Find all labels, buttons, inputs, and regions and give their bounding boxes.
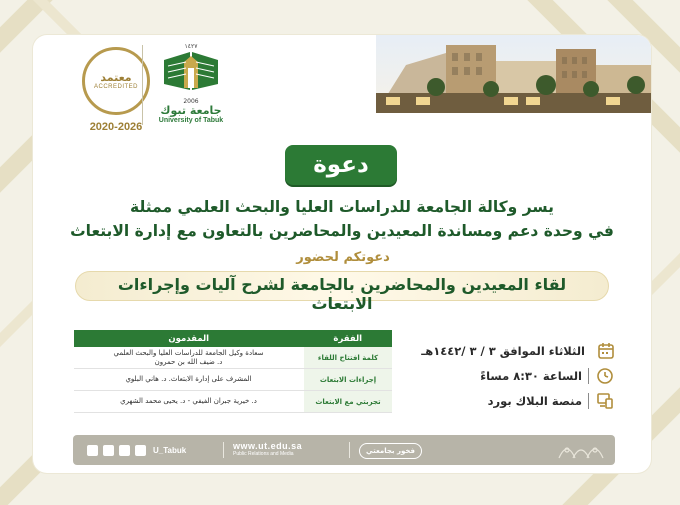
event-time: الساعة ٨:٣٠ مساءً [480, 369, 582, 383]
program-table [74, 330, 392, 413]
time-row [425, 365, 615, 387]
presenter-cell [74, 391, 304, 413]
header-presenters: المقدمون [74, 330, 304, 347]
table-row [74, 347, 392, 369]
table-row [74, 369, 392, 391]
intro-line-2: في وحدة دعم ومساندة المعيدين والمحاضرين بالتعاون مع إدارة الابتعاث [70, 222, 614, 240]
accreditation-label-en: ACCREDITED [93, 84, 138, 90]
footer-divider [349, 442, 350, 458]
computer-icon [595, 391, 615, 411]
program-table-header [74, 330, 392, 347]
accreditation-label-ar: معتمد [100, 71, 132, 84]
detail-separator [588, 393, 589, 409]
header-divider [142, 45, 143, 125]
intro-line-1: يسر وكالة الجامعة للدراسات العليا والبحث العلمي ممثلة [130, 198, 554, 216]
department-label: Public Relations and Media [233, 451, 294, 457]
segment-cell: كلمة افتتاح اللقاء [304, 347, 393, 369]
segment-cell: تجربتي مع الابتعاث [304, 391, 393, 413]
accreditation-years: 2020-2026 [89, 121, 143, 133]
event-platform: منصة البلاك بورد [487, 394, 582, 408]
event-date: الثلاثاء الموافق ٣ / ٣ /١٤٤٢هـ [421, 344, 585, 358]
date-row [421, 340, 615, 362]
youtube-icon[interactable] [119, 445, 130, 456]
footer-bar [73, 435, 615, 465]
table-row [74, 391, 392, 413]
presenter-line: سعادة وكيل الجامعة للدراسات العليا والبحث العلمي [113, 348, 264, 357]
campus-photo [376, 35, 651, 113]
slogan-badge: فخور بجامعتي [359, 443, 422, 459]
presenter-line: د. خيرية جبران الفيفي - د. يحيى محمد الشهري [120, 397, 257, 405]
event-title: لقاء المعيدين والمحاضرين بالجامعة لشرح آليات وإجراءات الابتعاث [117, 275, 567, 313]
footer-divider [223, 442, 224, 458]
university-name-en: University of Tabuk [158, 117, 224, 124]
presenter-line: د. ضيف الله بن حمرون [154, 357, 223, 366]
platform-row [425, 390, 615, 412]
university-name-ar: جامعة تبوك [160, 104, 222, 117]
calendar-icon [597, 341, 615, 361]
twitter-icon[interactable] [87, 445, 98, 456]
logo-year-hijri: ١٤٢٧ [184, 43, 198, 50]
clock-icon [595, 366, 615, 386]
website-block [233, 441, 302, 457]
header-segment: الفقرة [304, 330, 393, 347]
decorative-pattern-icon [557, 438, 607, 462]
invite-text: دعوتكم لحضور [296, 250, 390, 265]
invitation-badge: دعوة [285, 145, 397, 185]
social-links [87, 435, 186, 465]
presenter-cell [74, 369, 304, 391]
accreditation-seal [82, 47, 150, 115]
detail-separator [588, 368, 589, 384]
presenter-cell [74, 347, 304, 369]
segment-cell: إجراءات الابتعاث [304, 369, 393, 391]
university-logo [151, 43, 231, 124]
instagram-icon[interactable] [135, 445, 146, 456]
website-link[interactable]: www.ut.edu.sa [233, 441, 303, 451]
invitation-card [33, 35, 651, 473]
logo-year-founded: 2006 [183, 98, 199, 105]
university-emblem-icon [162, 50, 220, 94]
snapchat-icon[interactable] [103, 445, 114, 456]
presenter-line: المشرف على إدارة الابتعاث. د. هاني البلوي [125, 375, 252, 383]
event-details [421, 340, 615, 415]
social-handle[interactable]: U_Tabuk [153, 445, 187, 455]
